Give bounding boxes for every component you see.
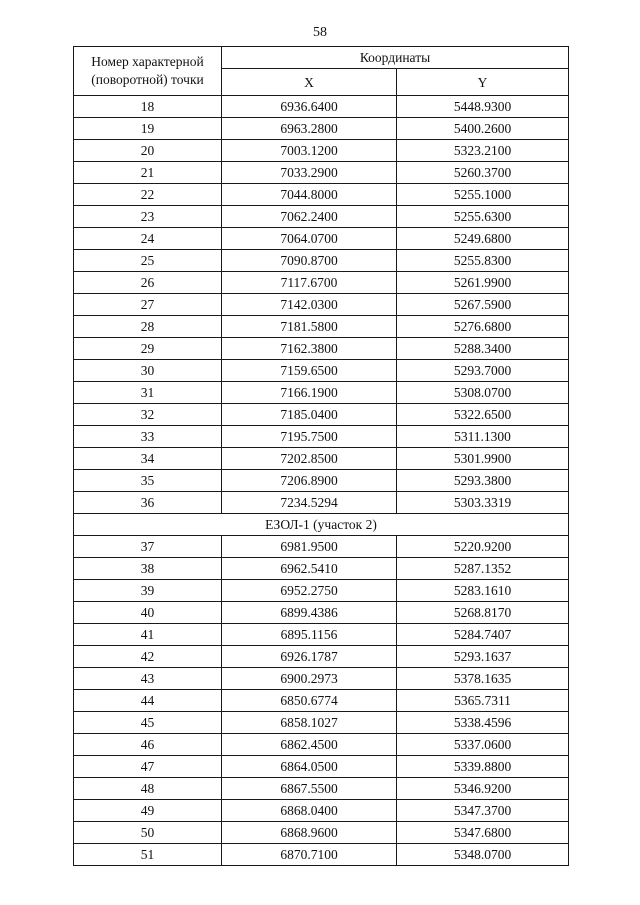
table-row xyxy=(74,294,569,316)
y-coordinate-cell: 5255.6300 xyxy=(397,206,569,228)
x-coordinate-cell: 6952.2750 xyxy=(222,580,397,602)
x-coordinate-cell: 7159.6500 xyxy=(222,360,397,382)
x-coordinate-cell: 6870.7100 xyxy=(222,844,397,866)
table-row xyxy=(74,668,569,690)
point-number-cell: 19 xyxy=(74,118,222,140)
table-row xyxy=(74,448,569,470)
x-coordinate-cell: 7206.8900 xyxy=(222,470,397,492)
x-coordinate-cell: 7062.2400 xyxy=(222,206,397,228)
point-number-cell: 45 xyxy=(74,712,222,734)
x-coordinate-cell: 7202.8500 xyxy=(222,448,397,470)
y-coordinate-cell: 5284.7407 xyxy=(397,624,569,646)
x-coordinate-cell: 7090.8700 xyxy=(222,250,397,272)
y-coordinate-cell: 5346.9200 xyxy=(397,778,569,800)
table-row xyxy=(74,426,569,448)
point-number-cell: 44 xyxy=(74,690,222,712)
x-header: X xyxy=(222,69,397,96)
point-number-cell: 39 xyxy=(74,580,222,602)
point-number-cell: 28 xyxy=(74,316,222,338)
y-coordinate-cell: 5323.2100 xyxy=(397,140,569,162)
point-number-cell: 27 xyxy=(74,294,222,316)
y-coordinate-cell: 5301.9900 xyxy=(397,448,569,470)
point-number-cell: 18 xyxy=(74,96,222,118)
coordinates-header: Координаты xyxy=(222,47,569,69)
table-row xyxy=(74,712,569,734)
table-row xyxy=(74,404,569,426)
header-row-top xyxy=(74,47,569,69)
point-number-cell: 21 xyxy=(74,162,222,184)
y-coordinate-cell: 5378.1635 xyxy=(397,668,569,690)
table-row xyxy=(74,624,569,646)
y-coordinate-cell: 5276.6800 xyxy=(397,316,569,338)
y-coordinate-cell: 5287.1352 xyxy=(397,558,569,580)
point-number-cell: 23 xyxy=(74,206,222,228)
x-coordinate-cell: 7234.5294 xyxy=(222,492,397,514)
table-row xyxy=(74,646,569,668)
x-coordinate-cell: 7166.1900 xyxy=(222,382,397,404)
table-row xyxy=(74,228,569,250)
x-coordinate-cell: 7142.0300 xyxy=(222,294,397,316)
point-number-cell: 43 xyxy=(74,668,222,690)
y-coordinate-cell: 5448.9300 xyxy=(397,96,569,118)
y-coordinate-cell: 5348.0700 xyxy=(397,844,569,866)
x-coordinate-cell: 7064.0700 xyxy=(222,228,397,250)
x-coordinate-cell: 6900.2973 xyxy=(222,668,397,690)
x-coordinate-cell: 6858.1027 xyxy=(222,712,397,734)
table-header xyxy=(74,47,569,96)
x-coordinate-cell: 6864.0500 xyxy=(222,756,397,778)
table-row xyxy=(74,580,569,602)
section-label: ЕЗОЛ-1 (участок 2) xyxy=(74,514,569,536)
y-coordinate-cell: 5288.3400 xyxy=(397,338,569,360)
table-row xyxy=(74,844,569,866)
point-number-cell: 26 xyxy=(74,272,222,294)
section-divider xyxy=(74,514,569,536)
y-coordinate-cell: 5249.6800 xyxy=(397,228,569,250)
table-row xyxy=(74,558,569,580)
point-number-cell: 20 xyxy=(74,140,222,162)
y-coordinate-cell: 5220.9200 xyxy=(397,536,569,558)
point-number-cell: 46 xyxy=(74,734,222,756)
x-coordinate-cell: 6850.6774 xyxy=(222,690,397,712)
y-coordinate-cell: 5293.7000 xyxy=(397,360,569,382)
table-body-part2 xyxy=(74,536,569,866)
table-row xyxy=(74,602,569,624)
x-coordinate-cell: 6895.1156 xyxy=(222,624,397,646)
x-coordinate-cell: 6926.1787 xyxy=(222,646,397,668)
table-row xyxy=(74,272,569,294)
point-number-cell: 40 xyxy=(74,602,222,624)
point-number-cell: 47 xyxy=(74,756,222,778)
point-number-cell: 29 xyxy=(74,338,222,360)
y-coordinate-cell: 5267.5900 xyxy=(397,294,569,316)
point-number-cell: 38 xyxy=(74,558,222,580)
table-row xyxy=(74,140,569,162)
x-coordinate-cell: 6962.5410 xyxy=(222,558,397,580)
point-number-cell: 33 xyxy=(74,426,222,448)
y-coordinate-cell: 5283.1610 xyxy=(397,580,569,602)
table-row xyxy=(74,250,569,272)
table-row xyxy=(74,118,569,140)
y-coordinate-cell: 5400.2600 xyxy=(397,118,569,140)
y-coordinate-cell: 5365.7311 xyxy=(397,690,569,712)
x-coordinate-cell: 6868.0400 xyxy=(222,800,397,822)
point-number-cell: 22 xyxy=(74,184,222,206)
x-coordinate-cell: 7003.1200 xyxy=(222,140,397,162)
y-header: Y xyxy=(397,69,569,96)
y-coordinate-cell: 5268.8170 xyxy=(397,602,569,624)
y-coordinate-cell: 5311.1300 xyxy=(397,426,569,448)
x-coordinate-cell: 6868.9600 xyxy=(222,822,397,844)
point-number-cell: 36 xyxy=(74,492,222,514)
table-row xyxy=(74,756,569,778)
x-coordinate-cell: 7195.7500 xyxy=(222,426,397,448)
table-body-part1 xyxy=(74,96,569,514)
point-number-cell: 25 xyxy=(74,250,222,272)
point-number-cell: 42 xyxy=(74,646,222,668)
y-coordinate-cell: 5347.3700 xyxy=(397,800,569,822)
y-coordinate-cell: 5337.0600 xyxy=(397,734,569,756)
point-number-cell: 30 xyxy=(74,360,222,382)
point-number-cell: 37 xyxy=(74,536,222,558)
point-number-cell: 34 xyxy=(74,448,222,470)
table-row xyxy=(74,690,569,712)
table-row xyxy=(74,470,569,492)
table-row xyxy=(74,800,569,822)
table-row xyxy=(74,184,569,206)
table-row xyxy=(74,822,569,844)
point-number-cell: 24 xyxy=(74,228,222,250)
point-number-cell: 35 xyxy=(74,470,222,492)
point-number-cell: 48 xyxy=(74,778,222,800)
point-number-cell: 31 xyxy=(74,382,222,404)
y-coordinate-cell: 5347.6800 xyxy=(397,822,569,844)
y-coordinate-cell: 5308.0700 xyxy=(397,382,569,404)
y-coordinate-cell: 5255.1000 xyxy=(397,184,569,206)
y-coordinate-cell: 5322.6500 xyxy=(397,404,569,426)
x-coordinate-cell: 7162.3800 xyxy=(222,338,397,360)
table-row xyxy=(74,734,569,756)
coordinates-table xyxy=(73,46,569,866)
y-coordinate-cell: 5255.8300 xyxy=(397,250,569,272)
x-coordinate-cell: 7185.0400 xyxy=(222,404,397,426)
point-number-header: Номер характерной (поворотной) точки xyxy=(74,47,222,96)
y-coordinate-cell: 5293.1637 xyxy=(397,646,569,668)
point-number-cell: 32 xyxy=(74,404,222,426)
table-row xyxy=(74,338,569,360)
x-coordinate-cell: 7044.8000 xyxy=(222,184,397,206)
table-row xyxy=(74,778,569,800)
x-coordinate-cell: 6963.2800 xyxy=(222,118,397,140)
x-coordinate-cell: 6867.5500 xyxy=(222,778,397,800)
table-row xyxy=(74,162,569,184)
y-coordinate-cell: 5338.4596 xyxy=(397,712,569,734)
x-coordinate-cell: 6899.4386 xyxy=(222,602,397,624)
point-number-cell: 49 xyxy=(74,800,222,822)
table-row xyxy=(74,206,569,228)
table-row xyxy=(74,382,569,404)
table-row xyxy=(74,492,569,514)
table-row xyxy=(74,316,569,338)
point-number-cell: 51 xyxy=(74,844,222,866)
x-coordinate-cell: 6981.9500 xyxy=(222,536,397,558)
x-coordinate-cell: 6936.6400 xyxy=(222,96,397,118)
page-number: 58 xyxy=(313,25,327,40)
x-coordinate-cell: 6862.4500 xyxy=(222,734,397,756)
x-coordinate-cell: 7033.2900 xyxy=(222,162,397,184)
y-coordinate-cell: 5260.3700 xyxy=(397,162,569,184)
x-coordinate-cell: 7117.6700 xyxy=(222,272,397,294)
table-row xyxy=(74,96,569,118)
y-coordinate-cell: 5293.3800 xyxy=(397,470,569,492)
point-number-cell: 50 xyxy=(74,822,222,844)
point-number-cell: 41 xyxy=(74,624,222,646)
y-coordinate-cell: 5261.9900 xyxy=(397,272,569,294)
y-coordinate-cell: 5339.8800 xyxy=(397,756,569,778)
table-row xyxy=(74,360,569,382)
y-coordinate-cell: 5303.3319 xyxy=(397,492,569,514)
table-row xyxy=(74,536,569,558)
section-row xyxy=(74,514,569,536)
x-coordinate-cell: 7181.5800 xyxy=(222,316,397,338)
